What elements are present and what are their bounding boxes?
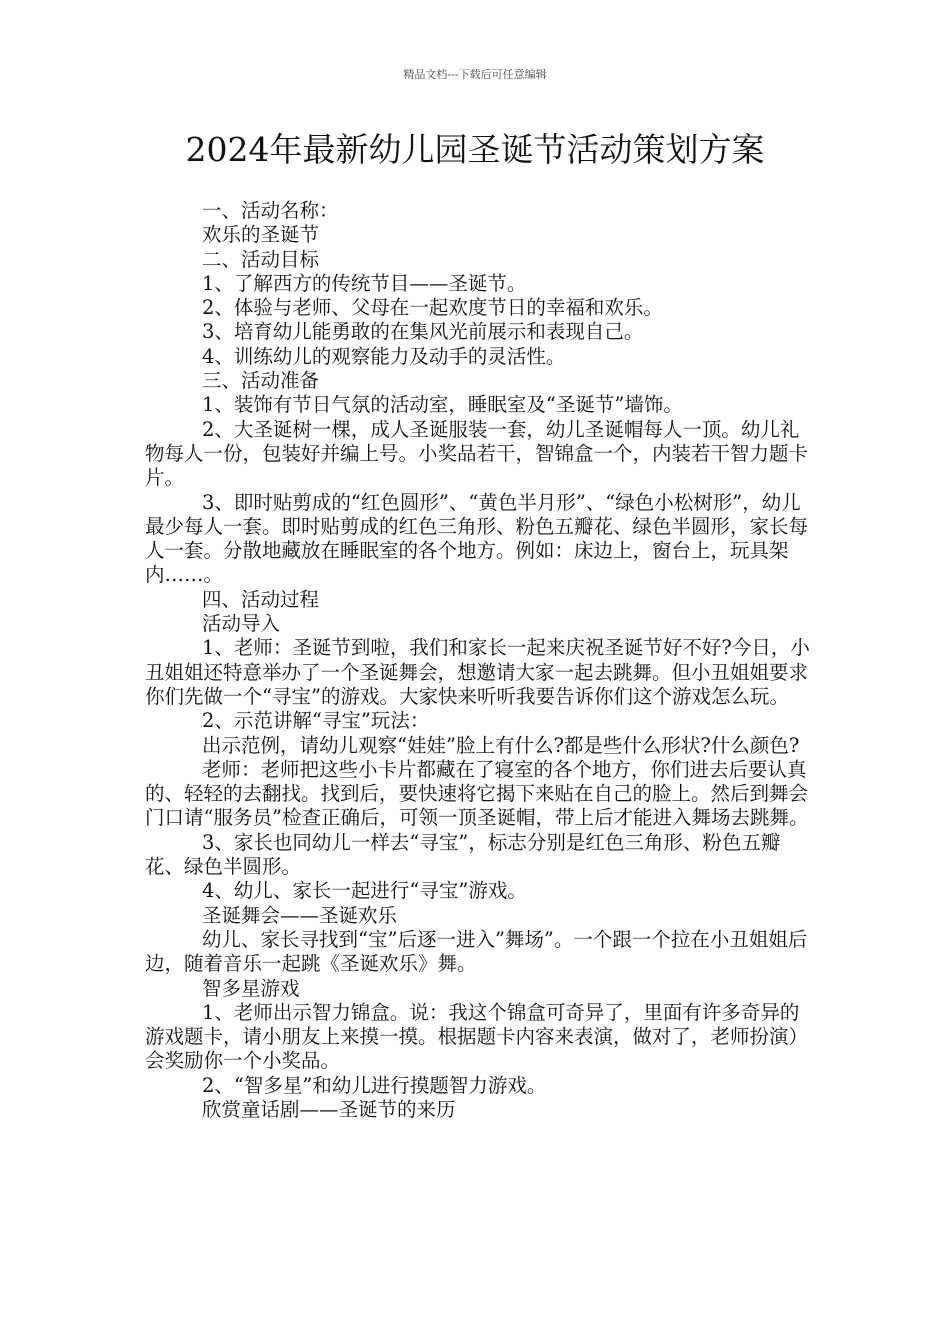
paragraph: 3、培育幼儿能勇敢的在集风光前展示和表现自己。 bbox=[202, 320, 644, 344]
paragraph: 1、老师出示智力锦盒。说：我这个锦盒可奇异了，里面有许多奇异的游戏题卡，请小朋友上来摸一摸。根据题卡内容来表演，做对了，老师扮演）会奖励你一个小奖品。 bbox=[145, 1000, 809, 1073]
paragraph: 1、老师：圣诞节到啦，我们和家长一起来庆祝圣诞节好不好?今日，小丑姐姐还特意举办了一个圣诞舞会，想邀请大家一起去跳舞。但小丑姐姐要求你们先做一个“寻宝”的游戏。大家快来听听我要告诉你们这个游戏怎么玩。 bbox=[145, 636, 810, 708]
document-title: 2024年最新幼儿园圣诞节活动策划方案 bbox=[185, 130, 765, 169]
paragraph: 出示范例，请幼儿观察“娃娃”脸上有什么?都是些什么形状?什么颜色? bbox=[202, 733, 800, 757]
paragraph: 2、大圣诞树一棵，成人圣诞服装一套，幼儿圣诞帽每人一顶。幼儿礼物每人一份，包装好并编上号。小奖品若干，智锦盒一个，内装若干智力题卡片。 bbox=[145, 417, 809, 490]
paragraph: 欢乐的圣诞节 bbox=[202, 223, 320, 247]
paragraph: 活动导入 bbox=[202, 612, 281, 636]
paragraph: 3、家长也同幼儿一样去“寻宝”，标志分别是红色三角形、粉色五瓣花、绿色半圆形。 bbox=[145, 830, 781, 879]
document-body bbox=[145, 199, 813, 1122]
paragraph: 4、训练幼儿的观察能力及动手的灵活性。 bbox=[202, 344, 566, 368]
paragraph: 欣赏童话剧——圣诞节的来历 bbox=[202, 1097, 456, 1121]
paragraph: 老师：老师把这些小卡片都藏在了寝室的各个地方，你们进去后要认真的、轻轻的去翻找。找到后，要快速将它揭下来贴在自己的脸上。然后到舞会门口请“服务员”检查正确后，可领一顶圣诞帽，带上后才能进入舞场去跳舞。 bbox=[145, 757, 809, 830]
header-note: 精品文档---下载后可任意编辑 bbox=[403, 68, 547, 81]
paragraph: 2、示范讲解“寻宝”玩法： bbox=[202, 709, 430, 733]
paragraph: 2、“智多星”和幼儿进行摸题智力游戏。 bbox=[202, 1073, 547, 1097]
paragraph: 1、装饰有节日气氛的活动室，睡眠室及“圣诞节”墙饰。 bbox=[202, 393, 683, 417]
paragraph: 四、活动过程 bbox=[202, 587, 320, 611]
paragraph: 二、活动目标 bbox=[202, 247, 320, 271]
paragraph: 一、活动名称： bbox=[202, 199, 339, 222]
paragraph: 智多星游戏 bbox=[202, 976, 300, 1000]
paragraph: 幼儿、家长寻找到“宝”后逐一进入”舞场”。一个跟一个拉在小丑姐姐后边，随着音乐一起跳《圣诞欢乐》舞。 bbox=[145, 927, 808, 976]
paragraph: 3、即时贴剪成的“红色圆形”、“黄色半月形”、“绿色小松树形”，幼儿最少每人一套。即时贴剪成的红色三角形、粉色五瓣花、绿色半圆形，家长每人一套。分散地藏放在睡眠室的各个地方。例如：床边上，窗台上，玩具架内……。 bbox=[145, 490, 809, 587]
paragraph: 2、体验与老师、父母在一起欢度节日的幸福和欢乐。 bbox=[202, 296, 663, 320]
paragraph: 圣诞舞会——圣诞欢乐 bbox=[202, 903, 398, 927]
paragraph: 三、活动准备 bbox=[202, 369, 320, 393]
paragraph: 1、了解西方的传统节目——圣诞节。 bbox=[202, 271, 527, 295]
paragraph: 4、幼儿、家长一起进行“寻宝”游戏。 bbox=[202, 879, 527, 903]
